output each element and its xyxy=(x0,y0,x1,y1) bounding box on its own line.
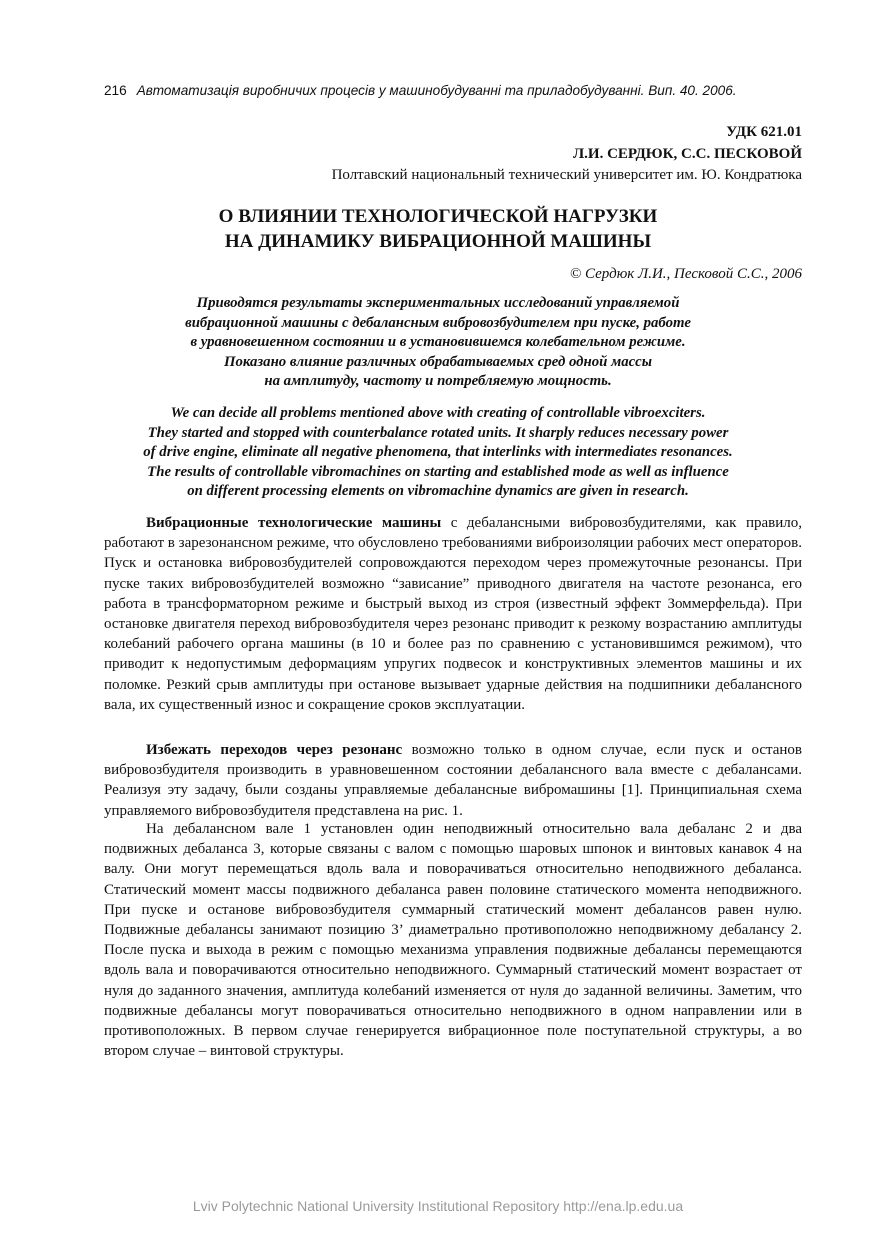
abstract-line: of drive engine, eliminate all negative phenomena, that interlinks with intermediates resonances. xyxy=(143,444,733,461)
authors: Л.И. СЕРДЮК, С.С. ПЕСКОВОЙ xyxy=(572,146,802,162)
paragraph-lead: Избежать переходов через резонанс xyxy=(146,742,403,758)
udk-code: УДК 621.01 xyxy=(726,124,802,140)
abstract-line: вибрационной машины с дебалансным вибровозбудителем при пуске, работе xyxy=(185,314,691,331)
paragraph-lead: Вибрационные технологические машины xyxy=(146,515,442,531)
abstract-russian xyxy=(74,294,802,392)
affiliation: Полтавский национальный технический университет им. Ю. Кондратюка xyxy=(331,167,802,183)
running-header xyxy=(104,83,804,98)
title-line: О ВЛИЯНИИ ТЕХНОЛОГИЧЕСКОЙ НАГРУЗКИ xyxy=(218,206,658,227)
body-paragraph-1 xyxy=(104,513,802,715)
paragraph-text: с дебалансными вибровозбудителями, как правило, работают в зарезонансном режиме, что обусловлено требованиями виброизоляции рабочих мест операторов. Пуск и остановка вибровозбудителей сопровождаются переходом через промежуточные резонансы. При пуске таких вибровозбудителей возможно “зависание” приводного двигателя на частоте резонанса, его работа в трансформаторном режиме и быстрый выход из строя (известный эффект Зоммерфельда). При остановке двигателя переход вибровозбудителя через резонанс приводит к резкому возрастанию амплитуды колебаний рабочего органа машины (в 10 и более раз по сравнению с установившимся режимом), что приводит к недопустимым деформациям упругих подвесок и конструктивных элементов машины и их поломке. Резкий срыв амплитуды при останове вызывает ударные действия на подшипники дебалансного вала, их существенный износ и сокращение сроков эксплуатации. xyxy=(104,515,802,713)
copyright: © Сердюк Л.И., Песковой С.С., 2006 xyxy=(569,266,802,282)
abstract-line: Показано влияние различных обрабатываемых сред одной массы xyxy=(223,353,653,370)
abstract-line: в уравновешенном состоянии и в установившемся колебательном режиме. xyxy=(190,334,686,351)
repository-footer: Lviv Polytechnic National University Institutional Repository http://ena.lp.edu.ua xyxy=(192,1198,684,1214)
abstract-english xyxy=(74,404,802,502)
body-paragraph-2 xyxy=(104,740,802,821)
abstract-line: на амплитуду, частоту и потребляемую мощность. xyxy=(264,373,612,390)
body-paragraph-3 xyxy=(104,819,802,1061)
page-number: 216 xyxy=(104,83,127,98)
abstract-line: The results of controllable vibromachines on starting and established mode as well as influence xyxy=(147,463,729,480)
title-line: НА ДИНАМИКУ ВИБРАЦИОННОЙ МАШИНЫ xyxy=(224,231,652,252)
paragraph-text: На дебалансном вале 1 установлен один неподвижный относительно вала дебаланс 2 и два подвижных дебаланса 3, которые связаны с валом с помощью шаровых шпонок и винтовых канавок 4 на валу. Они могут перемещаться вдоль вала и поворачиваться относительно неподвижного дебаланса. Статический момент массы подвижного дебаланса равен половине статического момента неподвижного. При пуске и останове вибровозбудителя суммарный статический момент дебалансов равен нулю. Подвижные дебалансы занимают позицию 3’ диаметрально противоположно неподвижному дебалансу 2. После пуска и выхода в режим с помощью механизма управления подвижные дебалансы перемещаются вдоль вала и поворачиваются относительно неподвижного. Суммарный статический момент возрастает от нуля до заданного значения, амплитуда колебаний изменяется от нуля до заданной величины. Заметим, что подвижные дебалансы могут поворачиваться относительно неподвижного в одном направлении или в противоположных. В первом случае генерируется вибрационное поле поступательной структуры, а во втором случае – винтовой структуры. xyxy=(104,821,802,1060)
abstract-line: They started and stopped with counterbalance rotated units. It sharply reduces necessary power xyxy=(147,424,729,441)
abstract-line: Приводятся результаты экспериментальных исследований управляемой xyxy=(196,295,680,311)
paper-title xyxy=(74,204,802,254)
abstract-line: We can decide all problems mentioned above with creating of controllable vibroexciters. xyxy=(170,405,706,421)
paragraph-text: возможно только в одном случае, если пуск и останов вибровозбудителя производить в уравновешенном состоянии дебалансного вала вместе с дебалансами. Реализуя эту задачу, были созданы управляемые дебалансные вибромашины [1]. Принципиальная схема управляемого вибровозбудителя представлена на рис. 1. xyxy=(104,742,802,819)
abstract-line: on different processing elements on vibromachine dynamics are given in research. xyxy=(187,483,689,500)
journal-name: Автоматизація виробничих процесів у машинобудуванні та приладобудуванні. Вип. 40. 2006. xyxy=(136,83,737,98)
